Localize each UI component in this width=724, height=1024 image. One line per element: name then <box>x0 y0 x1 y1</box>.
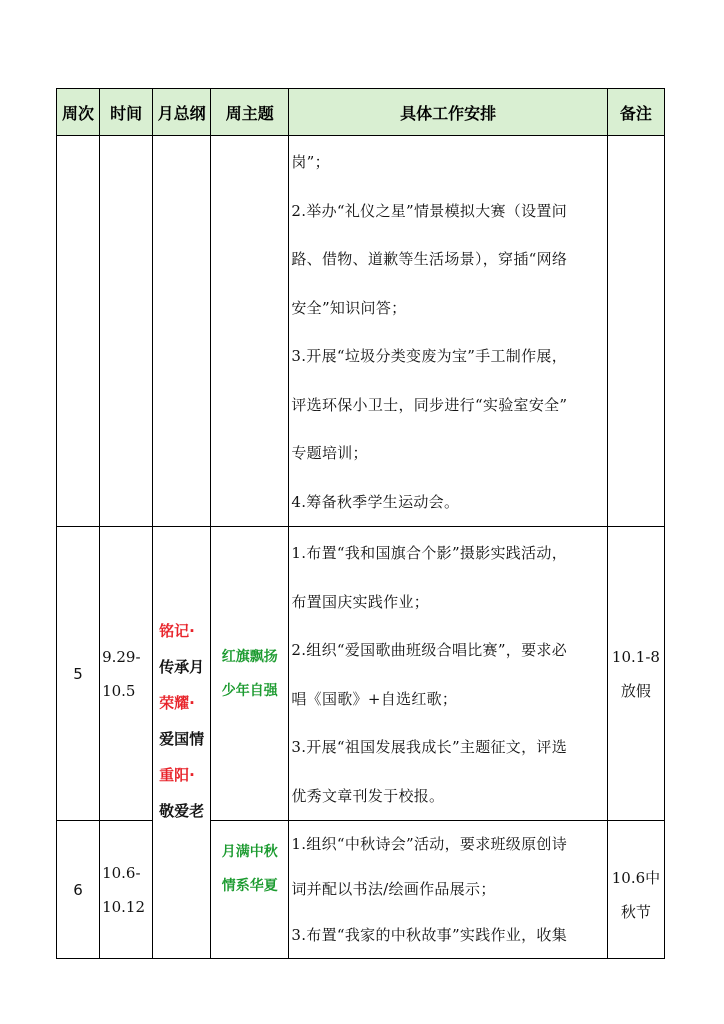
arrangement-line: 岗”； <box>291 153 330 171</box>
arrangement-line: 3.布置“我家的中秋故事”实践作业，收集 <box>291 926 568 944</box>
table-row-week-5 <box>57 527 665 821</box>
theme-line: 少年自强 <box>221 682 278 699</box>
arrangement-line: 2.组织“爱国歌曲班级合唱比赛”，要求必 <box>291 641 568 659</box>
cell-arrangement <box>289 821 608 959</box>
table-row-week-6 <box>57 821 665 959</box>
arrangement-line: 评选环保小卫士，同步进行“实验室安全” <box>291 395 568 414</box>
cell-note <box>607 527 664 821</box>
time-end: 10.12 <box>102 897 146 916</box>
header-week: 周次 <box>57 89 100 136</box>
header-notes: 备注 <box>607 89 664 136</box>
time-start: 9.29- <box>102 647 141 666</box>
cell-theme-empty <box>211 136 289 527</box>
cell-time-range <box>100 527 153 821</box>
cell-month-empty <box>153 136 211 527</box>
cell-time-empty <box>100 136 153 527</box>
note-line: 秋节 <box>620 903 651 921</box>
header-month-outline: 月总纲 <box>153 89 211 136</box>
note-line: 10.1-8 <box>611 647 660 666</box>
theme-line: 情系华夏 <box>221 878 278 894</box>
arrangement-line: 3.开展“祖国发展我成长”主题征文，评选 <box>291 738 568 756</box>
table-row-continued <box>57 136 665 527</box>
month-outline-red: 重阳· <box>159 765 195 784</box>
cell-week-number: 6 <box>57 821 100 959</box>
cell-week-empty <box>57 136 100 527</box>
arrangement-line: 1.组织“中秋诗会”活动，要求班级原创诗 <box>291 835 568 853</box>
header-time: 时间 <box>100 89 153 136</box>
arrangement-line: 3.开展“垃圾分类变废为宝”手工制作展， <box>291 347 568 365</box>
cell-note <box>607 821 664 959</box>
time-end: 10.5 <box>102 681 136 700</box>
note-line: 放假 <box>620 681 651 700</box>
theme-line: 红旗飘扬 <box>221 648 278 665</box>
arrangement-line: 布置国庆实践作业； <box>291 592 430 611</box>
month-outline-red: 铭记· <box>159 621 195 640</box>
header-week-theme: 周主题 <box>211 89 289 136</box>
cell-week-theme <box>211 527 289 821</box>
note-line: 10.6中 <box>611 869 661 887</box>
arrangement-line: 优秀文章刊发于校报。 <box>291 786 445 805</box>
cell-arrangement-continued <box>289 136 608 527</box>
cell-week-number: 5 <box>57 527 100 821</box>
header-work-arrangement: 具体工作安排 <box>289 89 608 136</box>
month-outline-black: 敬爱老 <box>159 801 205 820</box>
arrangement-line: 1.布置“我和国旗合个影”摄影实践活动， <box>291 544 568 562</box>
cell-month-outline <box>153 527 211 959</box>
month-outline-black: 传承月 <box>159 657 205 676</box>
arrangement-line: 词并配以书法/绘画作品展示； <box>291 880 496 898</box>
month-outline-red: 荣耀· <box>159 693 195 712</box>
arrangement-line: 专题培训； <box>291 444 368 462</box>
arrangement-line: 唱《国歌》+自选红歌； <box>291 689 458 708</box>
arrangement-line: 路、借物、道歉等生活场景），穿插“网络 <box>291 250 568 268</box>
cell-note-empty <box>607 136 664 527</box>
arrangement-line: 2.举办“礼仪之星”情景模拟大赛（设置问 <box>291 201 568 220</box>
table-header-row <box>57 89 665 136</box>
arrangement-line: 安全”知识问答； <box>291 298 407 317</box>
theme-line: 月满中秋 <box>221 844 278 860</box>
cell-week-theme <box>211 821 289 959</box>
weekly-schedule-table <box>56 88 665 959</box>
month-outline-black: 爱国情 <box>159 729 205 748</box>
arrangement-line: 4.筹备秋季学生运动会。 <box>291 492 460 511</box>
cell-arrangement <box>289 527 608 821</box>
cell-time-range <box>100 821 153 959</box>
time-start: 10.6- <box>102 863 141 882</box>
